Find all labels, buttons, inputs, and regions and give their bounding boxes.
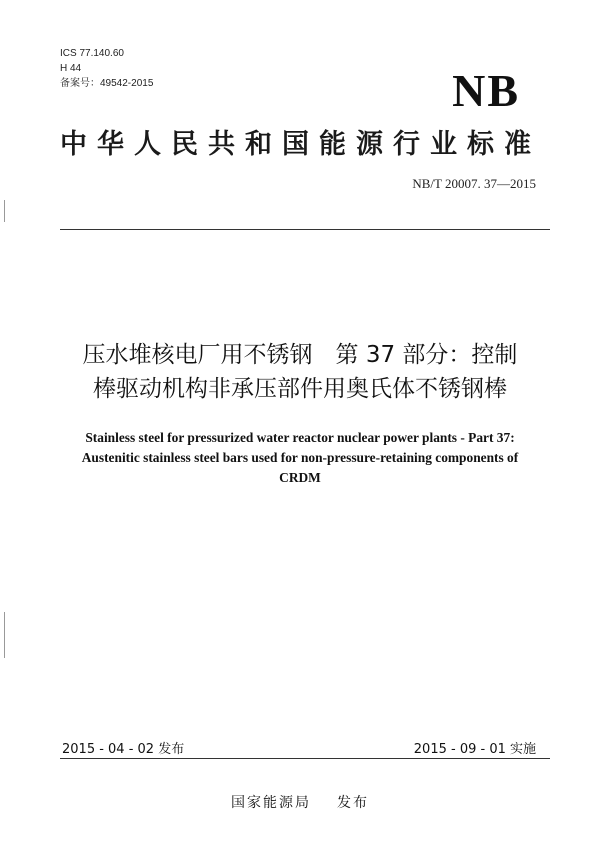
standard-number: NB/T 20007. 37—2015: [412, 176, 536, 191]
standard-category-title: 中华人民共和国能源行业标准: [60, 129, 541, 160]
scan-artifact-mark: [4, 200, 5, 222]
publisher-name: 国家能源局: [231, 795, 311, 811]
english-title: [30, 428, 570, 488]
issue-date: 2015 - 04 - 02 发布: [62, 742, 185, 757]
publisher-line: [0, 792, 600, 812]
scan-artifact-mark: [4, 612, 5, 658]
chinese-title-line-2: 棒驱动机构非承压部件用奥氏体不锈钢棒: [93, 376, 507, 402]
nb-logo: NB: [452, 65, 520, 116]
implementation-date: 2015 - 09 - 01 实施: [413, 742, 536, 757]
publisher-action: 发布: [337, 795, 369, 811]
ics-code: ICS 77.140.60: [60, 48, 124, 59]
footer-divider: [60, 758, 550, 759]
english-title-line-2: Austenitic stainless steel bars used for non-pressure-retaining components of: [81, 450, 519, 465]
chinese-title: [0, 338, 600, 406]
record-number: 备案号：49542-2015: [60, 78, 154, 89]
english-title-line-1: Stainless steel for pressurized water reactor nuclear power plants - Part 37:: [85, 430, 515, 445]
classification-block: [60, 46, 153, 91]
english-title-line-3: CRDM: [279, 470, 321, 485]
chinese-title-line-1: 压水堆核电厂用不锈钢 第 37 部分：控制: [82, 342, 518, 368]
header-divider: [60, 229, 550, 230]
ccs-code: H 44: [60, 63, 82, 74]
